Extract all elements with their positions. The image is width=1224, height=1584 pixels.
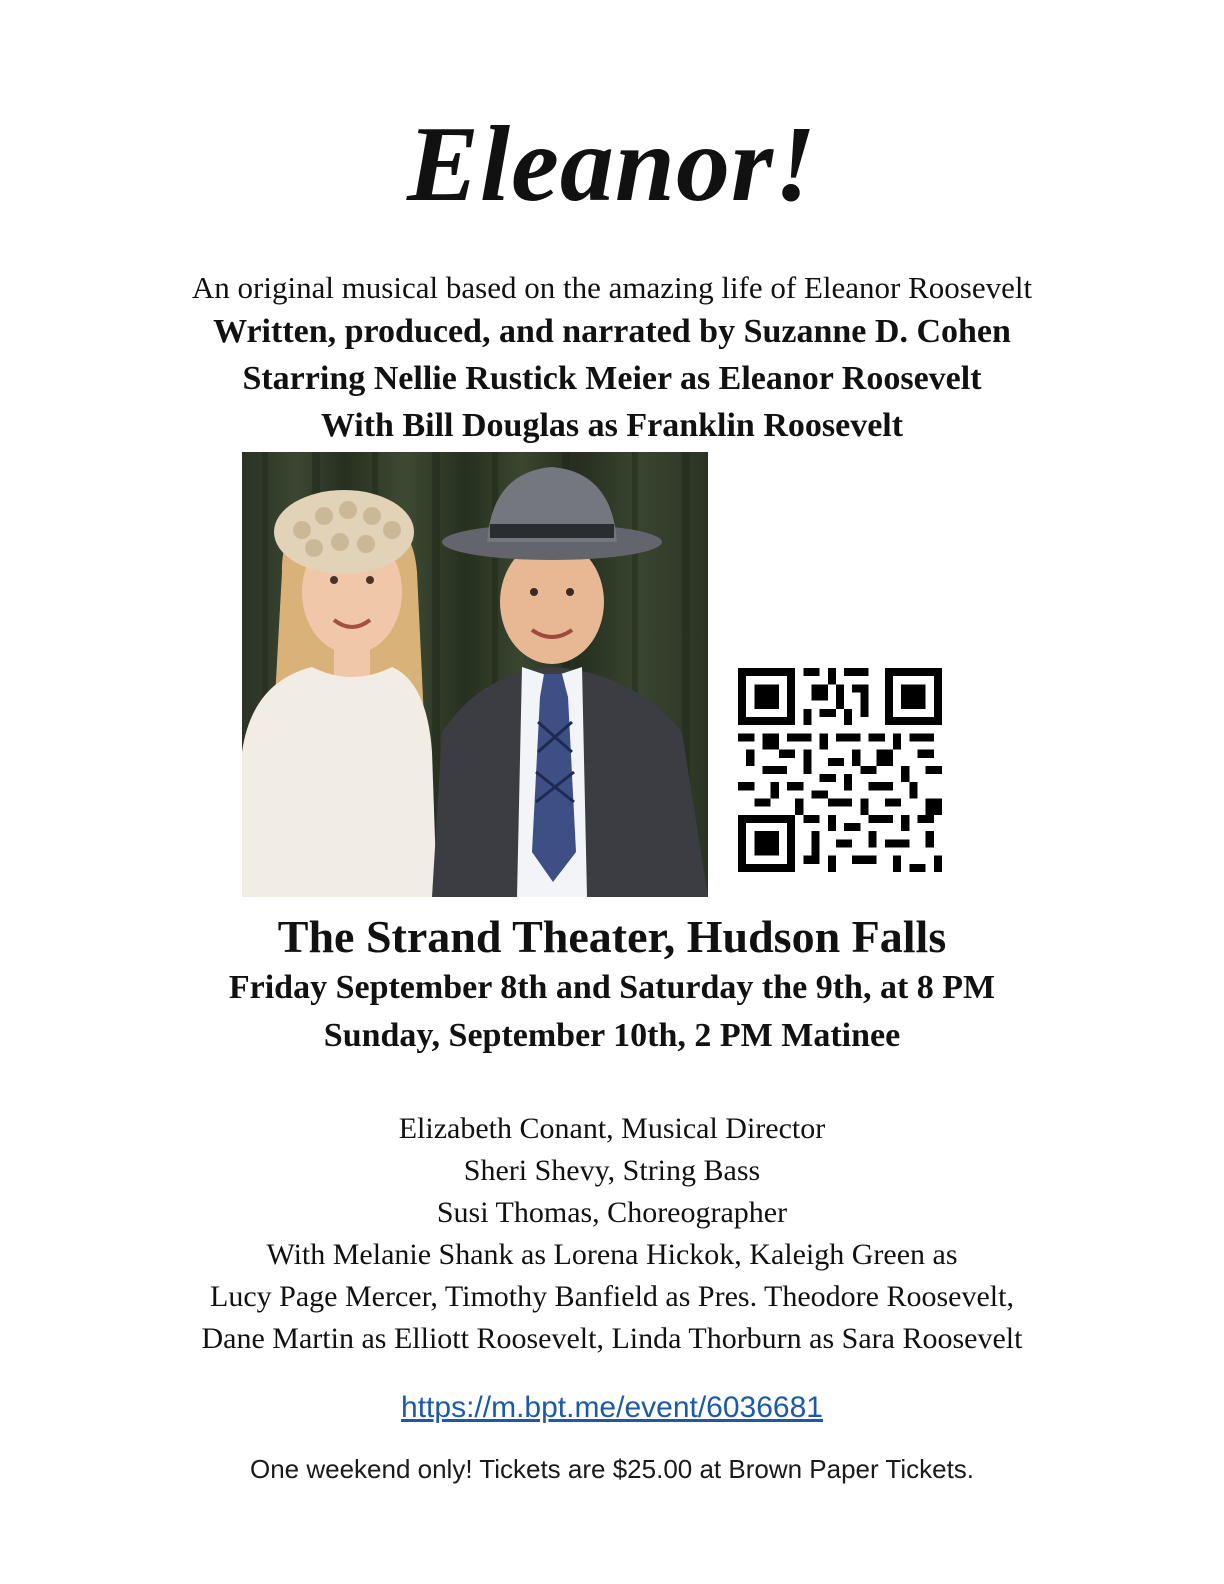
show-dates-weekend: Friday September 8th and Saturday the 9th, at 8 PM xyxy=(228,969,996,1006)
cast-line: Dane Martin as Elliott Roosevelt, Linda Thorburn as Sara Roosevelt xyxy=(201,1322,1023,1355)
cast-photo xyxy=(242,452,708,897)
poster-title: Eleanor! xyxy=(406,105,818,224)
show-dates-matinee: Sunday, September 10th, 2 PM Matinee xyxy=(323,1017,901,1054)
ticket-link-row xyxy=(0,1388,1224,1428)
tagline: An original musical based on the amazing life of Eleanor Roosevelt xyxy=(191,270,1033,305)
qr-code-icon[interactable] xyxy=(738,668,942,872)
credit-starring: Starring Nellie Rustick Meier as Eleanor Roosevelt xyxy=(242,360,982,397)
ticket-link[interactable]: https://m.bpt.me/event/6036681 xyxy=(401,1391,823,1424)
cast-line: With Melanie Shank as Lorena Hickok, Kaleigh Green as xyxy=(266,1238,958,1271)
footer-note: One weekend only! Tickets are $25.00 at Brown Paper Tickets. xyxy=(249,1454,975,1484)
crew-line: Elizabeth Conant, Musical Director xyxy=(398,1112,826,1145)
cast-photo-image xyxy=(242,452,708,897)
crew-line: Susi Thomas, Choreographer xyxy=(436,1196,788,1229)
crew-list xyxy=(0,1108,1224,1360)
crew-line: Sheri Shevy, String Bass xyxy=(463,1154,761,1187)
cast-line: Lucy Page Mercer, Timothy Banfield as Pres. Theodore Roosevelt, xyxy=(210,1280,1014,1313)
credit-costar: With Bill Douglas as Franklin Roosevelt xyxy=(320,407,904,444)
qr-code-graphic xyxy=(738,668,942,872)
credit-writer: Written, produced, and narrated by Suzanne D. Cohen xyxy=(213,313,1011,350)
venue-name: The Strand Theater, Hudson Falls xyxy=(277,911,947,962)
venue-block xyxy=(0,910,1224,1060)
intro-block xyxy=(0,268,1224,449)
